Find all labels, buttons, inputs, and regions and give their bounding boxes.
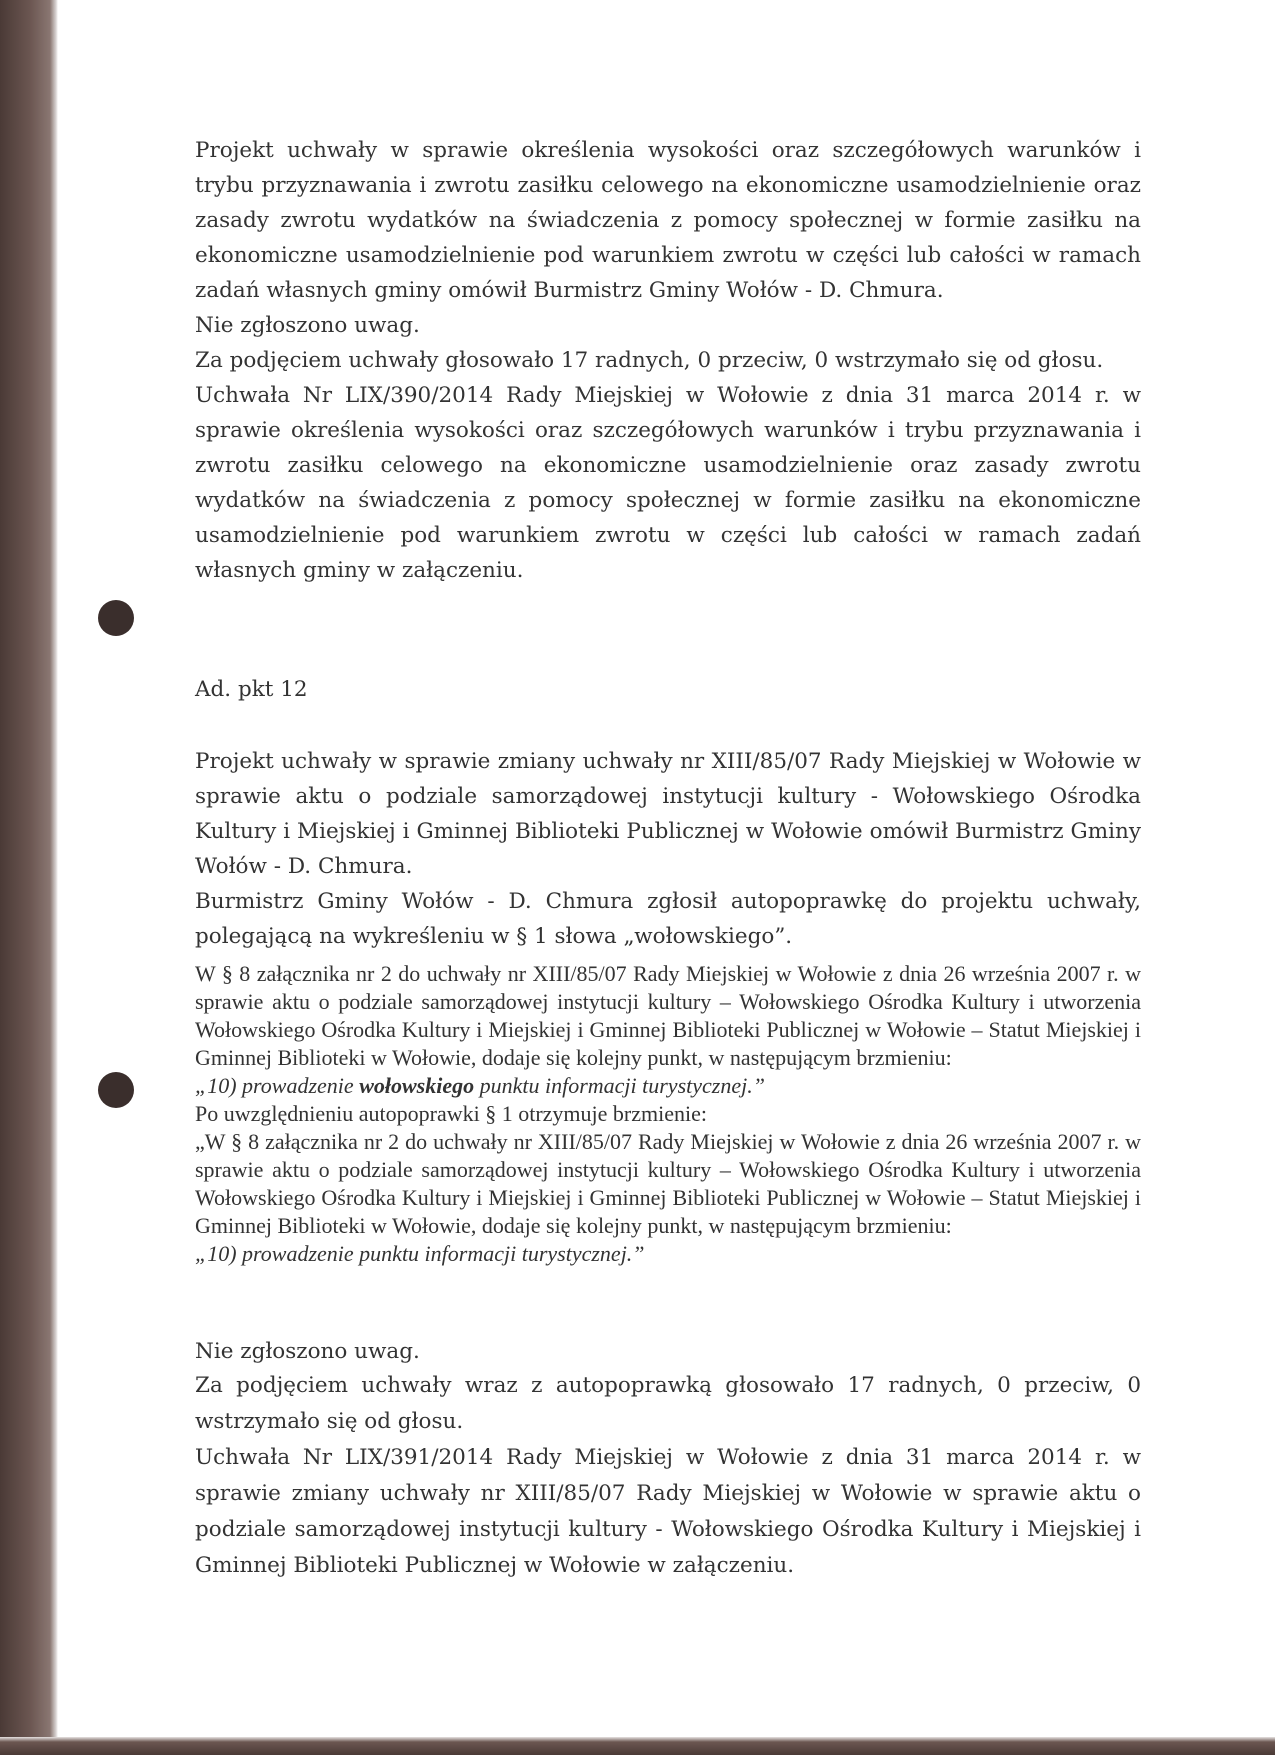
agenda-heading: Ad. pkt 12 <box>195 677 308 702</box>
paragraph-section-8-amended: „W § 8 załącznika nr 2 do uchwały nr XIII/85/07 Rady Miejskiej w Wołowie z dnia 26 września 2007 r. w sprawie aktu o podziale samorządowej instytucji kultury – Wołowskiego Ośrodka Kultury i utworzenia Wołowskiego Ośrodka Kultury i Miejskiej i Gminnej Biblioteki Publicznej w Wołowie – Statut Miejskiej i Gminnej Biblioteki w Wołowie, dodaje się kolejny punkt, w następującym brzmieniu: <box>195 1129 1141 1238</box>
paragraph-amendment: Burmistrz Gminy Wołów - D. Chmura zgłosił autopoprawkę do projektu uchwały, polegającą na wykreśleniu w § 1 słowa „wołowskiego”. <box>195 889 1141 949</box>
quote-1-end: punktu informacji turystycznej.” <box>474 1073 765 1098</box>
punch-hole-top <box>98 600 134 636</box>
scan-bottom-edge <box>0 1737 1275 1755</box>
agenda-heading-block <box>195 672 1141 707</box>
paragraph-resolution-391: Uchwała Nr LIX/391/2014 Rady Miejskiej w Wołowie z dnia 31 marca 2014 r. w sprawie zmiany uchwały nr XIII/85/07 Rady Miejskiej w Wołowie w sprawie aktu o podziale samorządowej instytucji kultury - Wołowskiego Ośrodka Kultury i Miejskiej i Gminnej Biblioteki Publicznej w Wołowie w załączeniu. <box>195 1445 1141 1578</box>
paragraph-after-amendment: Po uwzględnieniu autopoprawki § 1 otrzymuje brzmienie: <box>195 1101 707 1126</box>
section-2-amendment-text <box>195 960 1141 1268</box>
paragraph-vote-1: Za podjęciem uchwały głosowało 17 radnych, 0 przeciw, 0 wstrzymało się od głosu. <box>195 348 1104 373</box>
paragraph-project-2: Projekt uchwały w sprawie zmiany uchwały nr XIII/85/07 Rady Miejskiej w Wołowie w sprawie aktu o podziale samorządowej instytucji kultury - Wołowskiego Ośrodka Kultury i Miejskiej i Gminnej Biblioteki Publicznej w Wołowie omówił Burmistrz Gminy Wołów - D. Chmura. <box>195 749 1141 879</box>
quote-point-10-amended: „10) prowadzenie punktu informacji turystycznej.” <box>195 1241 645 1266</box>
quote-1-bold-word: wołowskiego <box>359 1073 475 1098</box>
paragraph-no-remarks-1: Nie zgłoszono uwag. <box>195 313 420 338</box>
punch-hole-bottom <box>98 1072 134 1108</box>
paragraph-vote-2: Za podjęciem uchwały wraz z autopoprawką głosowało 17 radnych, 0 przeciw, 0 wstrzymało się od głosu. <box>195 1373 1141 1434</box>
paragraph-section-8-original: W § 8 załącznika nr 2 do uchwały nr XIII/85/07 Rady Miejskiej w Wołowie z dnia 26 września 2007 r. w sprawie aktu o podziale samorządowej instytucji kultury – Wołowskiego Ośrodka Kultury i utworzenia Wołowskiego Ośrodka Kultury i Miejskiej i Gminnej Biblioteki Publicznej w Wołowie – Statut Miejskiej i Gminnej Biblioteki w Wołowie, dodaje się kolejny punkt, w następującym brzmieniu: <box>195 961 1141 1070</box>
section-1 <box>195 133 1141 588</box>
scan-left-edge <box>0 0 58 1755</box>
section-2-intro <box>195 744 1141 954</box>
paragraph-no-remarks-2: Nie zgłoszono uwag. <box>195 1339 420 1364</box>
quote-point-10-original <box>195 1072 1141 1100</box>
section-2-closing <box>195 1336 1141 1584</box>
paragraph-resolution-390: Uchwała Nr LIX/390/2014 Rady Miejskiej w Wołowie z dnia 31 marca 2014 r. w sprawie określenia wysokości oraz szczegółowych warunków i trybu przyznawania i zwrotu zasiłku celowego na ekonomiczne usamodzielnienie oraz zasady zwrotu wydatków na świadczenia z pomocy społecznej w formie zasiłku na ekonomiczne usamodzielnienie pod warunkiem zwrotu w części lub całości w ramach zadań własnych gminy w załączeniu. <box>195 383 1141 583</box>
quote-1-start: „10) prowadzenie <box>195 1073 360 1098</box>
paragraph-project-1: Projekt uchwały w sprawie określenia wysokości oraz szczegółowych warunków i trybu przyznawania i zwrotu zasiłku celowego na ekonomiczne usamodzielnienie oraz zasady zwrotu wydatków na świadczenia z pomocy społecznej w formie zasiłku na ekonomiczne usamodzielnienie pod warunkiem zwrotu w części lub całości w ramach zadań własnych gminy omówił Burmistrz Gminy Wołów - D. Chmura. <box>195 138 1141 303</box>
